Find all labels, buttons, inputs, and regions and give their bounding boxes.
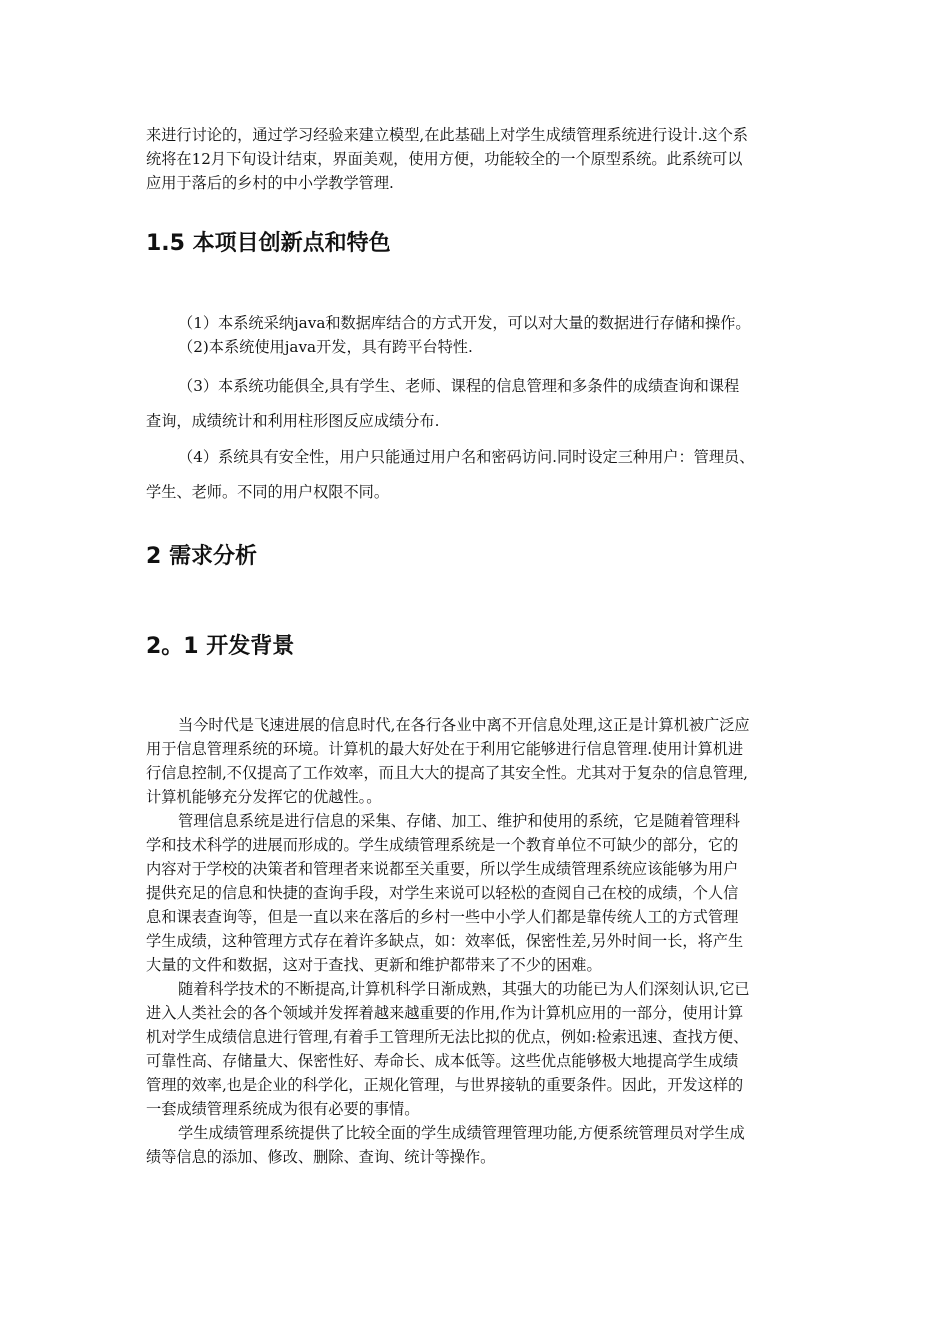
paragraph-line: 大量的文件和数据，这对于查找、更新和维护都带来了不少的困难。 xyxy=(146,956,602,974)
paragraph-line: 可靠性高、存储量大、保密性好、寿命长、成本低等。这些优点能够极大地提高学生成绩 xyxy=(146,1052,739,1070)
paragraph-line: （3）本系统功能俱全,具有学生、老师、课程的信息管理和多条件的成绩查询和课程 xyxy=(178,377,740,395)
paragraph-line: 管理信息系统是进行信息的采集、存储、加工、维护和使用的系统，它是随着管理科 xyxy=(178,812,740,830)
paragraph-line: 学生成绩，这种管理方式存在着许多缺点，如：效率低，保密性差,另外时间一长，将产生 xyxy=(146,932,744,950)
paragraph-line: （2)本系统使用java开发，具有跨平台特性. xyxy=(178,338,473,356)
section-heading-2-1: 2。1 开发背景 xyxy=(146,634,295,659)
paragraph-line: 查询，成绩统计和利用柱形图反应成绩分布. xyxy=(146,412,440,430)
paragraph-line: 管理的效率,也是企业的科学化，正规化管理，与世界接轨的重要条件。因此，开发这样的 xyxy=(146,1076,744,1094)
section-heading-2: 2 需求分析 xyxy=(146,544,257,569)
paragraph-line: 学生、老师。不同的用户权限不同。 xyxy=(146,483,389,501)
paragraph-line: 一套成绩管理系统成为很有必要的事情。 xyxy=(146,1100,420,1118)
paragraph-line: 提供充足的信息和快捷的查询手段，对学生来说可以轻松的查阅自己在校的成绩，个人信 xyxy=(146,884,739,902)
feature-item-4 xyxy=(146,440,814,510)
paragraph-line: 来进行讨论的，通过学习经验来建立模型,在此基础上对学生成绩管理系统进行设计.这个系 xyxy=(146,126,748,144)
paragraph-line: 应用于落后的乡村的中小学教学管理. xyxy=(146,174,394,192)
paragraph-line: 学生成绩管理系统提供了比较全面的学生成绩管理管理功能,方便系统管理员对学生成 xyxy=(178,1124,745,1142)
paragraph-line: 用于信息管理系统的环境。计算机的最大好处在于利用它能够进行信息管理.使用计算机进 xyxy=(146,740,744,758)
paragraph-line: 统将在12月下旬设计结束，界面美观，使用方便，功能较全的一个原型系统。此系统可以 xyxy=(146,150,743,168)
paragraph-line: 机对学生成绩信息进行管理,有着手工管理所无法比拟的优点，例如:检索迅速、查找方便、 xyxy=(146,1028,749,1046)
paragraph-line: 随着科学技术的不断提高,计算机科学日渐成熟，其强大的功能已为人们深刻认识,它已 xyxy=(178,980,750,998)
paragraph-line: 行信息控制,不仅提高了工作效率，而且大大的提高了其安全性。尤其对于复杂的信息管理, xyxy=(146,764,748,782)
paragraph-line: 内容对于学校的决策者和管理者来说都至关重要，所以学生成绩管理系统应该能够为用户 xyxy=(146,860,739,878)
paragraph-line: 当今时代是飞速进展的信息时代,在各行各业中离不开信息处理,这正是计算机被广泛应 xyxy=(178,716,750,734)
background-text xyxy=(146,713,814,1169)
section-heading-1-5: 1.5 本项目创新点和特色 xyxy=(146,231,391,256)
feature-item-3 xyxy=(146,369,814,439)
paragraph-line: （1）本系统采纳java和数据库结合的方式开发，可以对大量的数据进行存储和操作。 xyxy=(178,314,751,332)
intro-paragraph xyxy=(146,123,814,195)
feature-item-2 xyxy=(146,335,814,359)
paragraph-line: 计算机能够充分发挥它的优越性。。 xyxy=(146,788,382,806)
paragraph-line: 进入人类社会的各个领域并发挥着越来越重要的作用,作为计算机应用的一部分，使用计算 xyxy=(146,1004,744,1022)
paragraph-line: 学和技术科学的进展而形成的。学生成绩管理系统是一个教育单位不可缺少的部分，它的 xyxy=(146,836,739,854)
feature-item-1 xyxy=(146,311,814,335)
paragraph-line: 绩等信息的添加、修改、删除、查询、统计等操作。 xyxy=(146,1148,496,1166)
paragraph-line: （4）系统具有安全性，用户只能通过用户名和密码访问.同时设定三种用户：管理员、 xyxy=(178,448,755,466)
paragraph-line: 息和课表查询等，但是一直以来在落后的乡村一些中小学人们都是靠传统人工的方式管理 xyxy=(146,908,739,926)
